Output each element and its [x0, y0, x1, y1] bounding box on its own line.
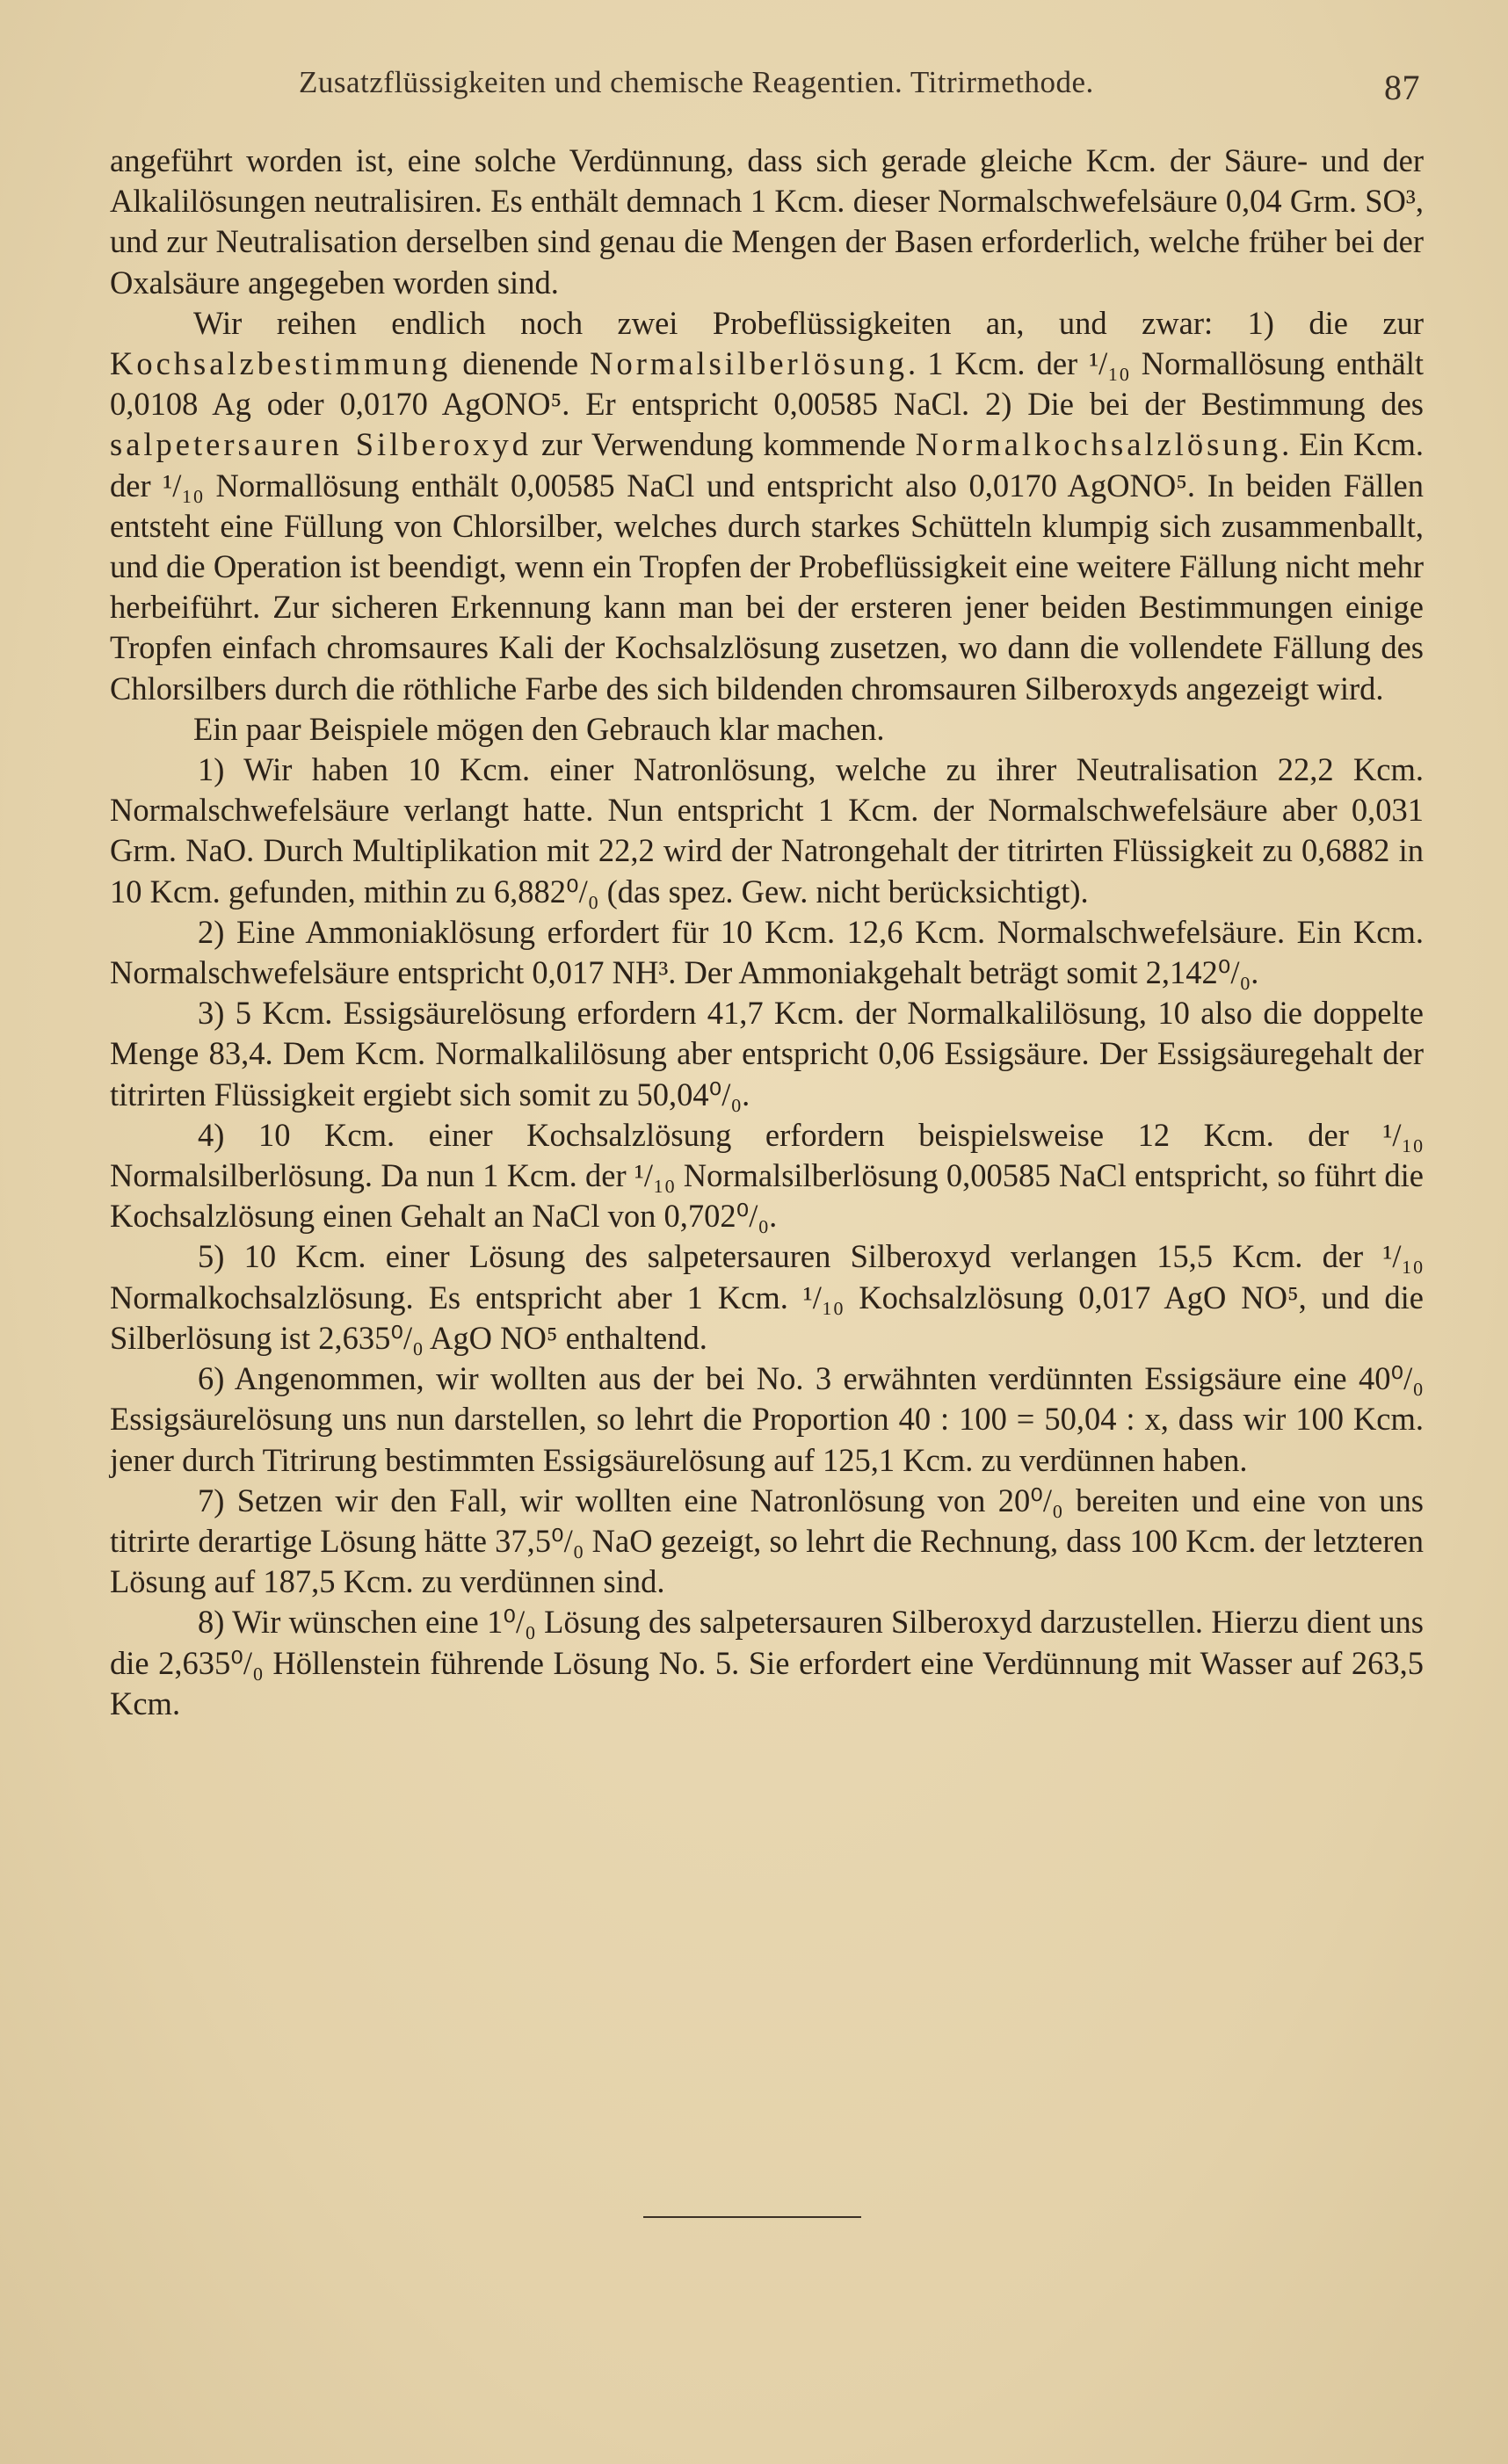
example-paragraph: 2) Eine Ammoniaklösung erfordert für 10 Kcm. 12,6 Kcm. Normalschwefelsäure. Ein Kcm. Normalschwefelsäure entspricht 0,017 NH³. Der Ammoniakgehalt beträgt somit 2,142⁰/₀. — [110, 913, 1424, 991]
body-text — [110, 141, 1424, 1724]
paragraph: angeführt worden ist, eine solche Verdünnung, dass sich gerade gleiche Kcm. der Säure- und der Alkalilösungen neutralisiren. Es enthält demnach 1 Kcm. dieser Normalschwefelsäure 0,04 Grm. SO³, und zur Neutralisation derselben sind genau die Mengen der Basen erforderlich, welche früher bei der Oxalsäure angegeben worden sind. — [110, 142, 1424, 301]
example-paragraph: 3) 5 Kcm. Essigsäurelösung erfordern 41,7 Kcm. der Normalkalilösung, 10 also die doppelte Menge 83,4. Dem Kcm. Normalkalilösung aber entspricht 0,06 Essigsäure. Der Essigsäuregehalt der titrirten Flüssigkeit ergiebt sich somit zu 50,04⁰/₀. — [110, 995, 1424, 1112]
running-header — [299, 62, 1420, 114]
page-number: 87 — [1384, 68, 1420, 107]
example-paragraph: 4) 10 Kcm. einer Kochsalzlösung erfordern beispielsweise 12 Kcm. der ¹/₁₀ Normalsilberlösung. Da nun 1 Kcm. der ¹/₁₀ Normalsilberlösung 0,00585 NaCl entspricht, so führt die Kochsalzlösung einen Gehalt an NaCl von 0,702⁰/₀. — [110, 1116, 1424, 1235]
text-run: Wir reihen endlich noch zwei Probeflüssigkeiten an, und zwar: 1) die zur — [193, 304, 1424, 341]
example-paragraph: 1) Wir haben 10 Kcm. einer Natronlösung, welche zu ihrer Neutralisation 22,2 Kcm. Normalschwefelsäure verlangt hatte. Nun entspricht 1 Kcm. der Normalschwefelsäure aber 0,031 Grm. NaO. Durch Multiplikation mit 22,2 wird der Natrongehalt der titrirten Flüssigkeit zu 0,6882 in 10 Kcm. gefunden, mithin zu 6,882⁰/₀ (das spez. Gew. nicht berücksichtigt). — [110, 751, 1424, 910]
spaced-term: salpetersauren Silberoxyd — [110, 426, 532, 463]
example-paragraph: 8) Wir wünschen eine 1⁰/₀ Lösung des salpetersauren Silberoxyd darzustellen. Hierzu dient uns die 2,635⁰/₀ Höllenstein führende Lösung No. 5. Sie erfordert eine Verdünnung mit Wasser auf 263,5 Kcm. — [110, 1604, 1424, 1721]
example-paragraph: 5) 10 Kcm. einer Lösung des salpetersauren Silberoxyd verlangen 15,5 Kcm. der ¹/₁₀ Normalkochsalzlösung. Es entspricht aber 1 Kcm. ¹/₁₀ Kochsalzlösung 0,017 AgO NO⁵, und die Silberlösung ist 2,635⁰/₀ AgO NO⁵ enthaltend. — [110, 1238, 1424, 1356]
spaced-term: Kochsalzbestimmung — [110, 345, 452, 382]
paragraph: Ein paar Beispiele mögen den Gebrauch klar machen. — [193, 710, 885, 747]
text-run: . 1 Kcm. der ¹/₁₀ Normallösung enthält 0,0108 Ag oder 0,0170 AgONO⁵. Er entspricht 0,00585 NaCl. 2) Die bei der Bestimmung des — [110, 345, 1424, 423]
text-run: zur Verwendung kommende — [531, 426, 916, 463]
example-paragraph: 7) Setzen wir den Fall, wir wollten eine Natronlösung von 20⁰/₀ bereiten und eine von uns titrirte derartige Lösung hätte 37,5⁰/₀ NaO gezeigt, so lehrt die Rechnung, dass 100 Kcm. der letzteren Lösung auf 187,5 Kcm. zu verdünnen sind. — [110, 1482, 1424, 1600]
header-title: Zusatzflüssigkeiten und chemische Reagentien. Titrirmethode. — [299, 65, 1094, 99]
example-paragraph: 6) Angenommen, wir wollten aus der bei No. 3 erwähnten verdünnten Essigsäure eine 40⁰/₀ Essigsäurelösung uns nun darstellen, so lehrt die Proportion 40 : 100 = 50,04 : x, dass wir 100 Kcm. jener durch Titrirung bestimmten Essigsäurelösung auf 125,1 Kcm. zu verdünnen haben. — [110, 1360, 1424, 1478]
text-run: dienende — [451, 345, 591, 382]
paragraph — [110, 303, 1424, 709]
text-run: . Ein Kcm. der ¹/₁₀ Normallösung enthält 0,00585 NaCl und entspricht also 0,0170 AgONO⁵. In beiden Fällen entsteht eine Füllung von Chlorsilber, welches durch starkes Schütteln klumpig sich zusammenballt, und die Operation ist beendigt, wenn ein Tropfen der Probeflüssigkeit eine weitere Fällung nicht mehr herbeiführt. Zur sicheren Erkennung kann man bei der ersteren jener beiden Bestimmungen einige Tropfen einfach chromsaures Kali der Kochsalzlösung zusetzen, wo dann die vollendete Fällung des Chlorsilbers durch die röthliche Farbe des sich bildenden chromsauren Silberoxyds angezeigt wird. — [110, 426, 1424, 707]
spaced-term: Normalsilberlösung — [590, 345, 909, 382]
spaced-term: Normalkochsalzlösung — [915, 426, 1282, 463]
section-divider — [643, 2216, 861, 2218]
